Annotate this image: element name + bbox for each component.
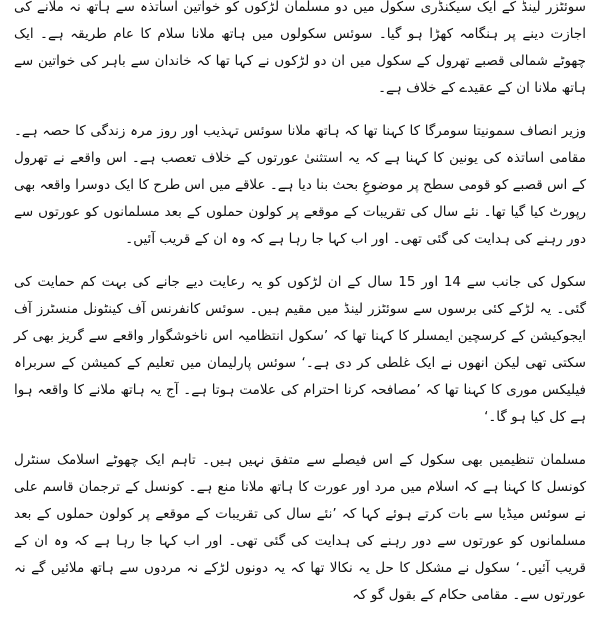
article-body — [14, 0, 586, 625]
article-paragraph: وزیر انصاف سمونیتا سومرگا کا کہنا تھا کہ ہاتھ ملانا سوئس تہذیب اور روز مرہ زندگی کا حصہ ہے۔ مقامی اساتذہ کی یونین کا کہنا ہے کہ یہ استثنیٰ عورتوں کے خلاف تعصب ہے۔ اس واقعے نے تھرول کے اس قصبے کو قومی سطح پر موضوعِ بحث بنا دیا ہے۔ علاقے میں اس طرح کا ایک دوسرا واقعہ بھی رپورٹ کیا گیا تھا۔ نئے سال کی تقریبات کے موقعے پر کولون حملوں کے بعد مسلمانوں کو عورتوں سے دور رہنے کی ہدایت کی گئی تھی۔ اور اب کہا جا رہا ہے کہ وہ ان کے قریب آئیں۔ — [14, 123, 586, 247]
article-paragraph: مسلمان تنظیمیں بھی سکول کے اس فیصلے سے متفق نہیں ہیں۔ تاہم ایک چھوٹے اسلامک سنٹرل کونسل کا کہنا ہے کہ اسلام میں مرد اور عورت کا ہاتھ ملانا منع ہے۔ کونسل کے ترجمان قاسم علی نے سوئس میڈیا سے بات کرتے ہوئے کہا کہ ’نئے سال کی تقریبات کے موقعے پر کولون حملوں کے بعد مسلمانوں کو عورتوں سے دور رہنے کی ہدایت کی گئی تھی۔ اور اب کہا جا رہا ہے کہ وہ ان کے قریب آئیں۔‘ سکول نے مشکل کا حل یہ نکالا تھا کہ یہ دونوں لڑکے نہ مردوں سے ہاتھ ملائیں گے نہ عورتوں سے۔ مقامی حکام کے بقول گو کہ — [14, 452, 586, 603]
article-paragraph: سوئٹزر لینڈ کے ایک سیکنڈری سکول میں دو مسلمان لڑکوں کو خواتین اساتذہ سے ہاتھ نہ ملانے کی اجازت دینے پر ہنگامہ کھڑا ہو گیا۔ سوئس سکولوں میں ہاتھ ملانا سلام کا عام طریقہ ہے۔ ایک چھوٹے شمالی قصبے تھرول کے سکول میں ان دو لڑکوں نے کہا تھا کہ خاندان سے باہر کی خواتین سے ہاتھ ملانا ان کے عقیدے کے خلاف ہے۔ — [14, 0, 586, 96]
article-paragraph: سکول کی جانب سے 14 اور 15 سال کے ان لڑکوں کو یہ رعایت دیے جانے کی بہت کم حمایت کی گئی۔ یہ لڑکے کئی برسوں سے سوئٹزر لینڈ میں مقیم ہیں۔ سوئس کانفرنس آف کینٹونل منسٹرز آف ایجوکیشن کے کرسچین ایمسلر کا کہنا تھا کہ ’سکول انتظامیہ اس ناخوشگوار واقعے سے گریز بھی کر سکتی تھی لیکن انھوں نے ایک غلطی کر دی ہے۔‘ سوئس پارلیمان میں تعلیم کے کمیشن کے سربراہ فیلیکس موری کا کہنا تھا کہ ’مصافحہ کرنا احترام کی علامت ہوتا ہے۔ آج یہ ہاتھ ملانے کا واقعہ ہوا ہے کل کیا ہو گا۔‘ — [14, 274, 586, 425]
